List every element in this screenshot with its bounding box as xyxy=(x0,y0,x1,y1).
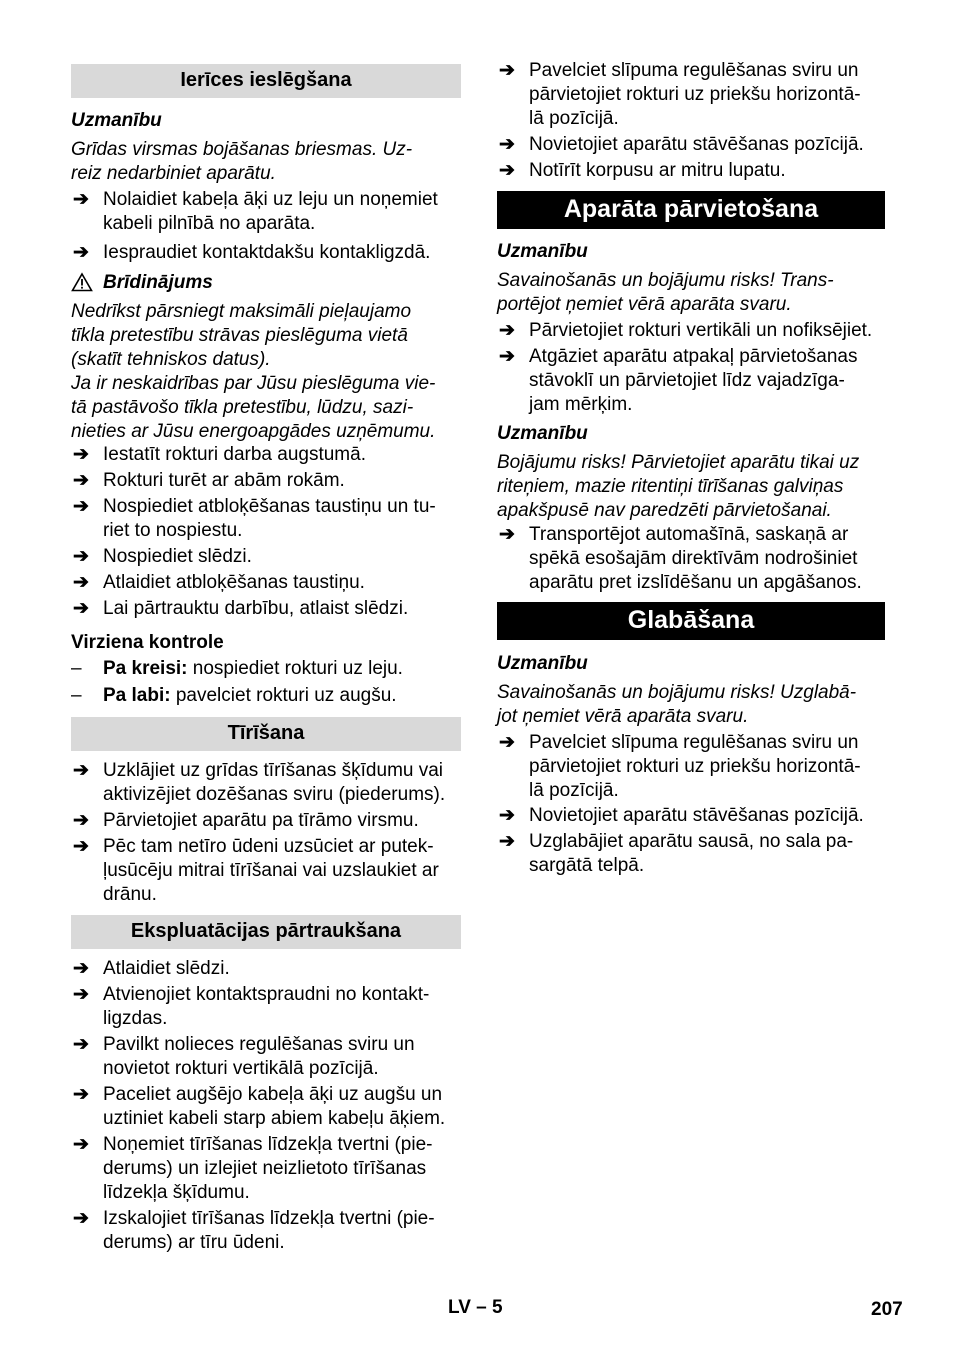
right-arrow-icon: ➔ xyxy=(73,572,89,593)
bullet-step xyxy=(71,759,461,807)
right-arrow-icon: ➔ xyxy=(499,320,515,341)
bullet-step-line: spēkā esošajām direktīvām nodrošiniet xyxy=(529,548,858,569)
right-arrow-icon: ➔ xyxy=(73,598,89,619)
bullet-step xyxy=(71,597,461,621)
bullet-step xyxy=(497,523,885,595)
warning-label: Brīdinājums xyxy=(103,272,213,293)
bullet-step xyxy=(497,731,885,803)
bullet-step xyxy=(71,1207,461,1255)
caution-text xyxy=(497,451,885,523)
dash-item xyxy=(71,657,461,681)
caution-text-line: portējot ņemiet vērā aparāta svaru. xyxy=(497,294,792,315)
bullet-step-line: Iestatīt rokturi darba augstumā. xyxy=(103,444,366,465)
caution-text-line: Ja ir neskaidrības par Jūsu pieslēguma vie- xyxy=(71,373,436,394)
page-number: 207 xyxy=(871,1299,903,1320)
bullet-step-line: Noņemiet tīrīšanas līdzekļa tvertni (pie- xyxy=(103,1134,433,1155)
right-arrow-icon: ➔ xyxy=(499,524,515,545)
right-arrow-icon: ➔ xyxy=(499,134,515,155)
warning-triangle-icon xyxy=(71,272,93,292)
bullet-step xyxy=(71,1083,461,1131)
bullet-step-line: aktivizējiet dozēšanas sviru (piederums). xyxy=(103,784,446,805)
bullet-step-line: Pēc tam netīro ūdeni uzsūciet ar putek- xyxy=(103,836,434,857)
bullet-step-line: lā pozīcijā. xyxy=(529,108,619,129)
bullet-step-line: Paceliet augšējo kabeļa āķi uz augšu un xyxy=(103,1084,443,1105)
bullet-step-line: Atvienojiet kontaktspraudni no kontakt- xyxy=(103,984,430,1005)
bullet-step-line: Novietojiet aparātu stāvēšanas pozīcijā. xyxy=(529,134,864,155)
caution-text-line: riteņiem, mazie ritentiņi tīrīšanas galviņas xyxy=(497,476,844,497)
bullet-step-line: pārvietojiet rokturi uz priekšu horizontā- xyxy=(529,84,861,105)
caution-text xyxy=(71,138,461,186)
bullet-step xyxy=(71,835,461,907)
bullet-step-line: Uzglabājiet aparātu sausā, no sala pa- xyxy=(529,831,854,852)
bullet-step-line: Novietojiet aparātu stāvēšanas pozīcijā. xyxy=(529,805,864,826)
dash-item-label: Pa kreisi: xyxy=(103,658,188,679)
bullet-step-line: Atlaidiet atbloķēšanas taustiņu. xyxy=(103,572,365,593)
right-arrow-icon: ➔ xyxy=(73,496,89,517)
bullet-step-line: derums) ar tīru ūdeni. xyxy=(103,1232,285,1253)
footer-label: LV – 5 xyxy=(448,1297,503,1318)
bullet-step-line: derums) un izlejiet neizlietoto tīrīšanas xyxy=(103,1158,427,1179)
bullet-step xyxy=(497,804,885,828)
right-arrow-icon: ➔ xyxy=(73,546,89,567)
bullet-step xyxy=(497,345,885,417)
right-arrow-icon: ➔ xyxy=(73,1084,89,1105)
dash-bullet: – xyxy=(71,658,82,679)
bullet-step xyxy=(71,188,461,236)
bullet-step-line: ligzdas. xyxy=(103,1008,168,1029)
dash-item xyxy=(71,684,461,708)
bullet-step xyxy=(71,469,461,493)
right-arrow-icon: ➔ xyxy=(73,242,89,263)
bullet-step-line: aparātu pret izslīdēšanu un apgāšanos. xyxy=(529,572,862,593)
bullet-step-line: Nolaidiet kabeļa āķi uz leju un noņemiet xyxy=(103,189,438,210)
right-arrow-icon: ➔ xyxy=(499,346,515,367)
bullet-step-line: Nospiediet slēdzi. xyxy=(103,546,252,567)
caution-text xyxy=(497,681,885,729)
caution-text xyxy=(71,300,461,444)
bullet-step-line: uztiniet kabeli starp abiem kabeļu āķiem. xyxy=(103,1108,446,1129)
bullet-step xyxy=(71,545,461,569)
caution-text-line: Savainošanās un bojājumu risks! Uzglabā- xyxy=(497,682,857,703)
caution-text-line: apakšpusē nav paredzēti pārvietošanai. xyxy=(497,500,832,521)
caution-label: Uzmanību xyxy=(71,110,162,131)
caution-text-line: jot ņemiet vērā aparāta svaru. xyxy=(497,706,749,727)
caution-text-line: Nedrīkst pārsniegt maksimāli pieļaujamo xyxy=(71,301,412,322)
bullet-step xyxy=(71,983,461,1031)
warning-label-row xyxy=(71,271,461,295)
bullet-step-line: Izskalojiet tīrīšanas līdzekļa tvertni (pie- xyxy=(103,1208,435,1229)
bullet-step-line: pārvietojiet rokturi uz priekšu horizontā- xyxy=(529,756,861,777)
bullet-step xyxy=(71,1133,461,1205)
bullet-step-line: Lai pārtrauktu darbību, atlaist slēdzi. xyxy=(103,598,409,619)
bullet-step xyxy=(71,1033,461,1081)
bullet-step-line: ļusūcēju mitrai tīrīšanai vai uzslaukiet ar xyxy=(103,860,439,881)
caution-text xyxy=(497,269,885,317)
caution-label: Uzmanību xyxy=(497,653,588,674)
right-arrow-icon: ➔ xyxy=(73,760,89,781)
right-arrow-icon: ➔ xyxy=(73,1208,89,1229)
bullet-step-line: jam mērķim. xyxy=(529,394,633,415)
section-heading: Aparāta pārvietošana xyxy=(497,191,885,229)
caution-label: Uzmanību xyxy=(497,241,588,262)
bullet-step-line: Pavilkt nolieces regulēšanas sviru un xyxy=(103,1034,415,1055)
bullet-step xyxy=(497,59,885,131)
right-arrow-icon: ➔ xyxy=(73,189,89,210)
caution-label: Uzmanību xyxy=(497,423,588,444)
bullet-step-line: Atgāziet aparātu atpakaļ pārvietošanas xyxy=(529,346,858,367)
caution-text-line: reiz nedarbiniet aparātu. xyxy=(71,163,276,184)
bullet-step-line: Pārvietojiet aparātu pa tīrāmo virsmu. xyxy=(103,810,419,831)
bullet-step-line: Pavelciet slīpuma regulēšanas sviru un xyxy=(529,60,859,81)
bullet-step-line: Nospiediet atbloķēšanas taustiņu un tu- xyxy=(103,496,436,517)
dash-bullet: – xyxy=(71,685,82,706)
bullet-step xyxy=(71,571,461,595)
caution-text-line: nieties ar Jūsu energoapgādes uzņēmumu. xyxy=(71,421,436,442)
bullet-step-line: Rokturi turēt ar abām rokām. xyxy=(103,470,345,491)
right-arrow-icon: ➔ xyxy=(499,732,515,753)
bullet-step-line: Uzklājiet uz grīdas tīrīšanas šķīdumu vai xyxy=(103,760,444,781)
right-arrow-icon: ➔ xyxy=(73,1034,89,1055)
section-heading: Glabāšana xyxy=(497,602,885,640)
dash-item-text: pavelciet rokturi uz augšu. xyxy=(170,685,397,706)
right-arrow-icon: ➔ xyxy=(499,831,515,852)
bullet-step xyxy=(71,443,461,467)
bullet-step xyxy=(497,319,885,343)
bullet-step-line: kabeli pilnībā no aparāta. xyxy=(103,213,316,234)
bullet-step xyxy=(497,159,885,183)
right-arrow-icon: ➔ xyxy=(73,958,89,979)
dash-item-text: nospiediet rokturi uz leju. xyxy=(187,658,403,679)
bullet-step-line: Pārvietojiet rokturi vertikāli un nofiksējiet. xyxy=(529,320,873,341)
section-heading: Ekspluatācijas pārtraukšana xyxy=(71,915,461,949)
bullet-step xyxy=(71,809,461,833)
bullet-step-line: Iespraudiet kontaktdakšu kontakligzdā. xyxy=(103,242,431,263)
bullet-step-line: novietot rokturi vertikālā pozīcijā. xyxy=(103,1058,379,1079)
bullet-step-line: lā pozīcijā. xyxy=(529,780,619,801)
bullet-step xyxy=(71,957,461,981)
subheading: Virziena kontrole xyxy=(71,632,224,653)
bullet-step xyxy=(71,241,461,265)
section-heading: Tīrīšana xyxy=(71,717,461,751)
right-arrow-icon: ➔ xyxy=(499,160,515,181)
section-heading: Ierīces ieslēgšana xyxy=(71,64,461,98)
caution-text-line: Grīdas virsmas bojāšanas briesmas. Uz- xyxy=(71,139,413,160)
right-arrow-icon: ➔ xyxy=(499,60,515,81)
right-arrow-icon: ➔ xyxy=(73,984,89,1005)
bullet-step xyxy=(497,133,885,157)
caution-text-line: tīkla pretestību strāvas pieslēguma vietā xyxy=(71,325,408,346)
bullet-step-line: Notīrīt korpusu ar mitru lupatu. xyxy=(529,160,786,181)
bullet-step-line: Pavelciet slīpuma regulēšanas sviru un xyxy=(529,732,859,753)
bullet-step-line: Atlaidiet slēdzi. xyxy=(103,958,230,979)
caution-text-line: Bojājumu risks! Pārvietojiet aparātu tikai uz xyxy=(497,452,860,473)
bullet-step-line: Transportējot automašīnā, saskaņā ar xyxy=(529,524,849,545)
bullet-step xyxy=(497,830,885,878)
caution-text-line: tā pastāvošo tīkla pretestību, lūdzu, sazi- xyxy=(71,397,414,418)
right-arrow-icon: ➔ xyxy=(73,444,89,465)
dash-item-label: Pa labi: xyxy=(103,685,171,706)
right-arrow-icon: ➔ xyxy=(73,836,89,857)
bullet-step-line: stāvoklī un pārvietojiet līdz vajadzīga- xyxy=(529,370,845,391)
bullet-step xyxy=(71,495,461,543)
right-arrow-icon: ➔ xyxy=(73,1134,89,1155)
right-arrow-icon: ➔ xyxy=(499,805,515,826)
caution-text-line: Savainošanās un bojājumu risks! Trans- xyxy=(497,270,834,291)
right-arrow-icon: ➔ xyxy=(73,470,89,491)
bullet-step-line: sargātā telpā. xyxy=(529,855,645,876)
bullet-step-line: riet to nospiestu. xyxy=(103,520,243,541)
bullet-step-line: līdzekļa šķīdumu. xyxy=(103,1182,250,1203)
bullet-step-line: drānu. xyxy=(103,884,157,905)
right-arrow-icon: ➔ xyxy=(73,810,89,831)
caution-text-line: (skatīt tehniskos datus). xyxy=(71,349,271,370)
